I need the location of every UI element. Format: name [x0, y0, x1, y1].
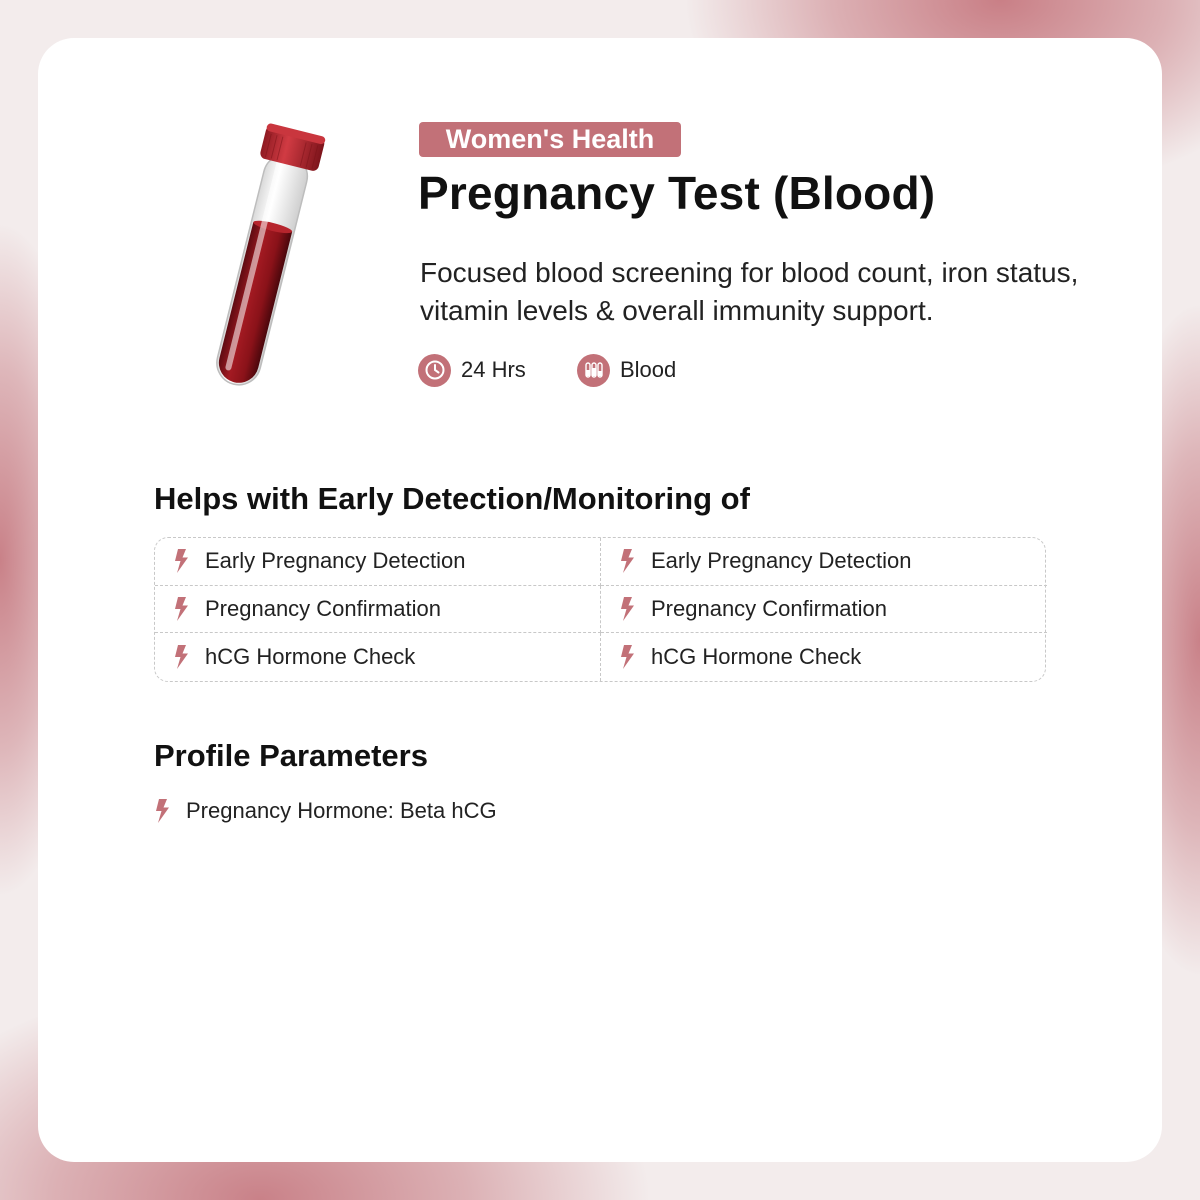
lightning-bolt-icon: [619, 645, 635, 669]
clock-icon: [418, 354, 451, 387]
lightning-bolt-icon: [173, 597, 189, 621]
helps-item: [601, 538, 1047, 586]
lightning-bolt-icon: [619, 597, 635, 621]
turnaround-time: [418, 353, 526, 387]
helps-item-label: hCG Hormone Check: [205, 644, 416, 670]
helps-item: [155, 586, 601, 634]
helps-item-label: Early Pregnancy Detection: [205, 548, 466, 574]
helps-item: [155, 633, 601, 681]
sample-type: [577, 353, 676, 387]
helps-grid: [154, 537, 1046, 682]
test-description: Focused blood screening for blood count, iron status, vitamin levels & overall immunity support.: [420, 257, 1079, 326]
parameter-item-label: Pregnancy Hormone: Beta hCG: [186, 798, 497, 823]
test-tubes-icon: [577, 354, 610, 387]
helps-item-label: hCG Hormone Check: [651, 644, 862, 670]
lightning-bolt-icon: [173, 645, 189, 669]
helps-item-label: Early Pregnancy Detection: [651, 548, 912, 574]
lightning-bolt-icon: [154, 799, 170, 823]
parameter-item: [154, 798, 497, 824]
helps-item: [601, 586, 1047, 634]
blood-test-tube-image: [175, 118, 355, 398]
test-title: Pregnancy Test (Blood): [418, 167, 936, 219]
lightning-bolt-icon: [619, 549, 635, 573]
parameters-heading: Profile Parameters: [154, 738, 428, 773]
helps-item-label: Pregnancy Confirmation: [205, 595, 442, 621]
sample-label: Blood: [620, 357, 677, 382]
turnaround-label: 24 Hrs: [461, 357, 526, 382]
helps-heading: Helps with Early Detection/Monitoring of: [154, 481, 750, 516]
helps-item: [155, 538, 601, 586]
helps-item-label: Pregnancy Confirmation: [651, 595, 888, 621]
helps-item: [601, 633, 1047, 681]
category-badge: Women's Health: [419, 122, 681, 157]
lightning-bolt-icon: [173, 549, 189, 573]
